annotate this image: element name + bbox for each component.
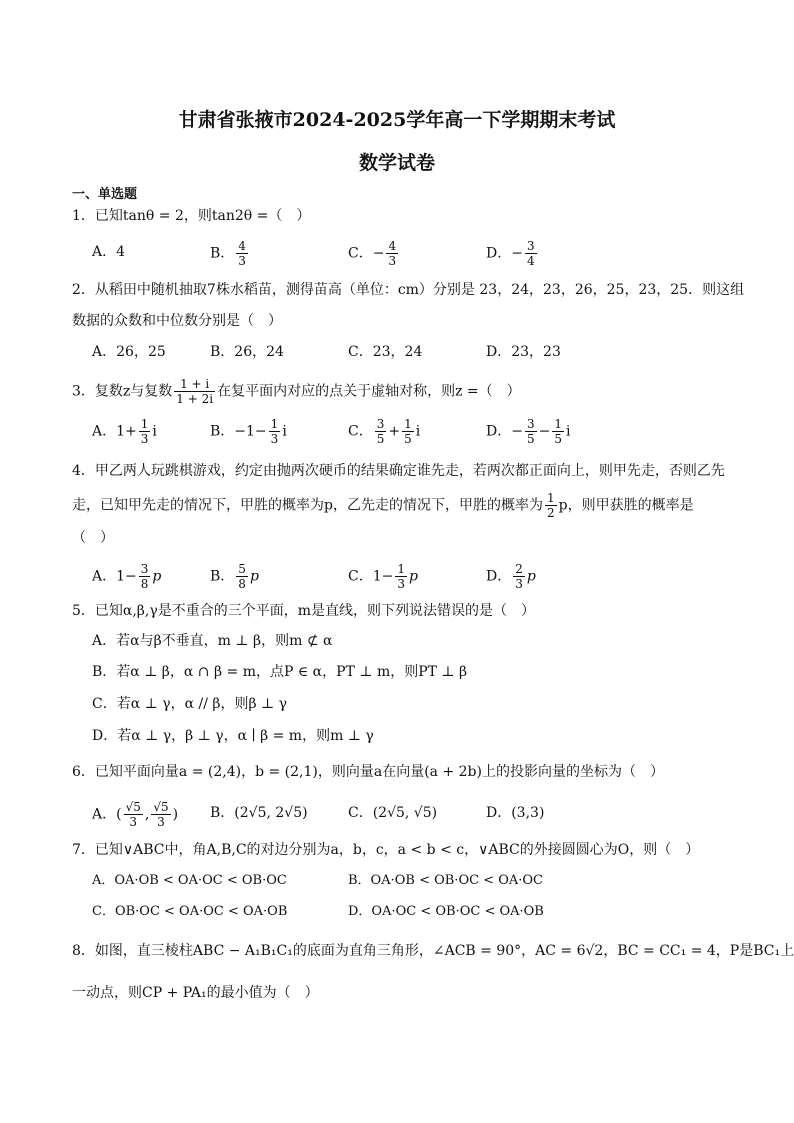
fraction: $\frac{1}{2}$: [546, 491, 555, 520]
q7-option-a: A．OA·OB < OA·OC < OB·OC: [92, 873, 287, 888]
q6-option-b: B．(2√5, 2√5): [210, 805, 308, 821]
page-title: 甘肃省张掖市2024-2025学年高一下学期期末考试: [178, 109, 616, 131]
question-8-stem-line-1: 8．如图，直三棱柱ABC − A₁B₁C₁的底面为直角三角形，∠ACB = 90°，AC = 6√2，BC = CC₁ = 4，P是BC₁上: [72, 943, 794, 959]
q7-option-b: B．OA·OB < OB·OC < OA·OC: [348, 873, 543, 888]
fraction: $\frac{1 + i}{1 + 2i}$: [176, 377, 214, 406]
question-4-stem-line-3: （ ）: [72, 530, 114, 546]
q5-option-d: D．若α ⊥ γ，β ⊥ γ，α ∣ β = m，则m ⊥ γ: [92, 728, 374, 744]
question-4-stem-line-2: 走，已知甲先走的情况下，甲胜的概率为p，乙先走的情况下，甲胜的概率为 $\frac{1}{2}$ p，则甲获胜的概率是: [72, 491, 694, 520]
q7-option-d: D．OA·OC < OB·OC < OA·OB: [348, 904, 544, 919]
fraction: $\frac{4}{3}$: [238, 239, 246, 268]
q6-option-d: D．(3,3): [486, 805, 545, 821]
question-7-stem: 7．已知∨ABC中，角A,B,C的对边分别为a，b，c，a < b < c，∨ABC的外接圆圆心为O，则（ ）: [72, 842, 700, 858]
question-8-stem-line-2: 一动点，则CP + PA₁的最小值为（ ）: [72, 985, 319, 1001]
q6-option-c: C．(2√5, √5): [348, 805, 438, 821]
q1-option-b: B． $\frac{4}{3}$: [210, 239, 246, 268]
question-4-stem-line-1: 4．甲乙两人玩跳棋游戏，约定由抛两次硬币的结果确定谁先走，若两次都正面向上，则甲先走，否则乙先: [72, 463, 725, 479]
fraction: $\frac{3}{4}$: [526, 239, 535, 268]
question-6-stem: 6．已知平面向量a = (2,4)，b = (2,1)，则向量a在向量(a + 2b)上的投影向量的坐标为（ ）: [72, 764, 664, 780]
q6-option-a: A．( $\frac{√5}{3}$ , $\frac{√5}{3}$ ): [92, 800, 179, 829]
section-heading: 一、单选题: [72, 187, 138, 202]
q4-option-d: D． $\frac{2}{3}$ p: [486, 562, 536, 591]
q2-option-c: C．23，24: [348, 344, 423, 360]
q3-option-c: C． $\frac{3}{5}$ + $\frac{1}{5}$ i: [348, 417, 421, 446]
page-subtitle: 数学试卷: [358, 152, 435, 174]
q3-option-d: D．− $\frac{3}{5}$ − $\frac{1}{5}$ i: [486, 417, 571, 446]
q1-option-a: A．4: [92, 244, 126, 260]
q5-option-b: B．若α ⊥ β，α ∩ β = m，点P ∈ α，PT ⊥ m，则PT ⊥ β: [92, 664, 468, 680]
q3-option-a: A．1+ $\frac{1}{3}$ i: [92, 417, 157, 446]
question-1-stem: 1．已知tanθ = 2，则tan2θ =（ ）: [72, 208, 311, 224]
q1-option-c: C．− $\frac{4}{3}$: [348, 239, 397, 268]
q2-option-d: D．23，23: [486, 344, 561, 360]
q4-option-a: A．1− $\frac{3}{8}$ p: [92, 562, 162, 591]
question-2-stem-line-2: 数据的众数和中位数分别是（ ）: [72, 313, 282, 329]
q1-option-d: D．− $\frac{3}{4}$: [486, 239, 535, 268]
question-2-stem-line-1: 2．从稻田中随机抽取7株水稻苗，测得苗高（单位：cm）分别是 23，24，23，26，25，23，25．则这组: [72, 282, 745, 298]
fraction: $\frac{4}{3}$: [388, 239, 397, 268]
q3-option-b: B．−1− $\frac{1}{3}$ i: [210, 417, 287, 446]
q4-option-c: C．1− $\frac{1}{3}$ p: [348, 562, 418, 591]
q2-option-b: B．26，24: [210, 344, 284, 360]
q7-option-c: C．OB·OC < OA·OC < OA·OB: [92, 904, 288, 919]
question-5-stem: 5．已知α,β,γ是不重合的三个平面，m是直线，则下列说法错误的是（ ）: [72, 603, 535, 619]
q2-option-a: A．26，25: [92, 344, 166, 360]
q5-option-c: C．若α ⊥ γ，α // β，则β ⊥ γ: [92, 696, 288, 712]
q5-option-a: A．若α与β不垂直，m ⊥ β，则m ⊄ α: [92, 633, 333, 649]
q4-option-b: B． $\frac{5}{8}$ p: [210, 562, 259, 591]
question-3-stem: 3．复数z与复数 $\frac{1 + i}{1 + 2i}$ 在复平面内对应的点关于虚轴对称，则z =（ ）: [72, 377, 521, 406]
